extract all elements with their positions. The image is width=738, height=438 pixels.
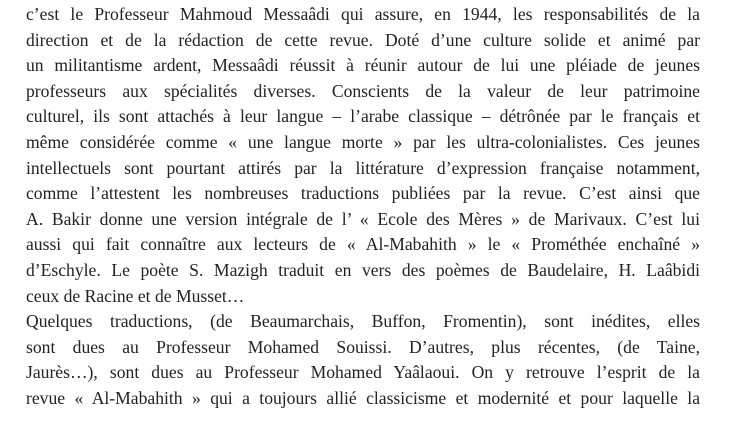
paragraph-2 <box>26 309 700 411</box>
text-line: même considérée comme « une langue morte » par les ultra-colonialistes. Ces jeunes <box>26 131 700 152</box>
text-line: Quelques traductions, (de Beaumarchais, Buffon, Fromentin), sont inédites, elles <box>26 311 700 332</box>
document-body <box>26 2 700 412</box>
text-line: un militantisme ardent, Messaâdi réussit à réunir autour de lui une pléiade de jeunes <box>26 55 700 76</box>
text-line: d’Eschyle. Le poète S. Mazigh traduit en vers des poèmes de Baudelaire, H. Laâbidi <box>26 259 700 280</box>
text-line: professeurs aux spécialités diverses. Conscients de la valeur de leur patrimoine <box>26 80 700 101</box>
text-line: aussi qui fait connaître aux lecteurs de « Al-Mabahith » le « Prométhée enchaîné » <box>26 234 700 255</box>
text-line: intellectuels sont pourtant attirés par la littérature d’expression française notamment, <box>26 157 700 178</box>
text-line: comme l’attestent les nombreuses traductions publiées par la revue. C’est ainsi que <box>26 183 700 204</box>
text-line: culturel, ils sont attachés à leur langue – l’arabe classique – détrônée par le français et <box>26 106 700 127</box>
text-line: ceux de Racine et de Musset… <box>26 285 245 306</box>
text-line: Jaurès…), sont dues au Professeur Mohamed Yaâlaoui. On y retrouve l’esprit de la <box>26 362 700 383</box>
text-line: A. Bakir donne une version intégrale de l’ « Ecole des Mères » de Marivaux. C’est lui <box>26 208 700 229</box>
paragraph-1 <box>26 2 700 309</box>
text-line: direction et de la rédaction de cette revue. Doté d’une culture solide et animé par <box>26 29 700 50</box>
text-line: revue « Al-Mabahith » qui a toujours allié classicisme et modernité et pour laquelle la <box>26 387 700 408</box>
text-line: c’est le Professeur Mahmoud Messaâdi qui assure, en 1944, les responsabilités de la <box>26 4 700 24</box>
text-line: sont dues au Professeur Mohamed Souissi. D’autres, plus récentes, (de Taine, <box>26 336 700 357</box>
